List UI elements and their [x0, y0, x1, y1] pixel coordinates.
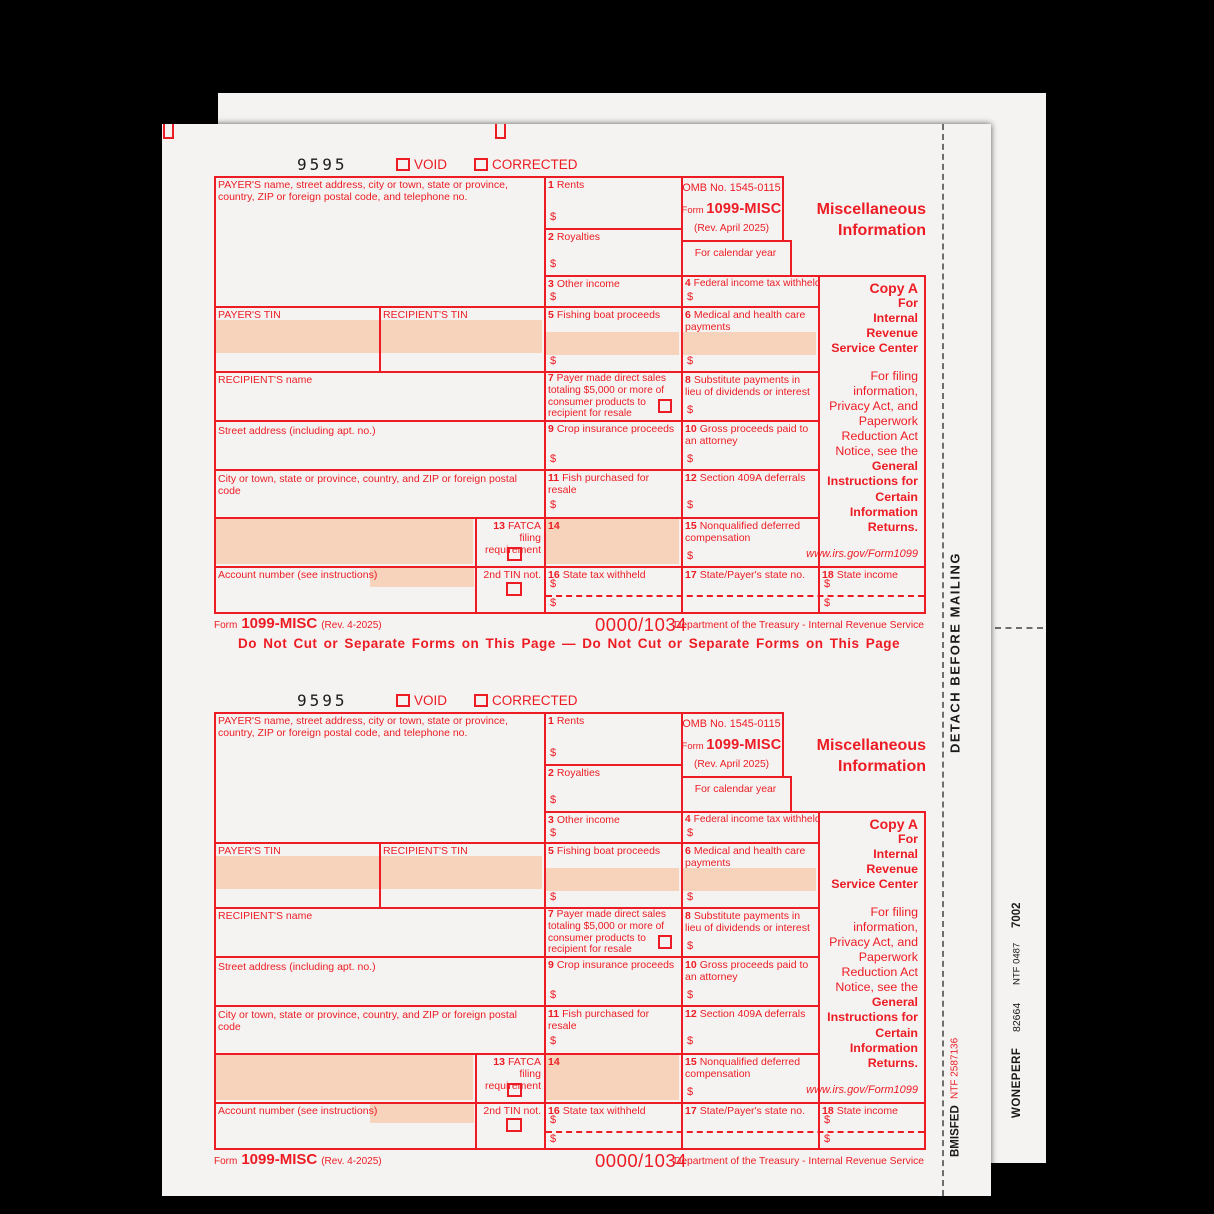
box-label-text: Medical and health care payments [685, 309, 806, 334]
box-11-label [548, 472, 677, 496]
dollar-sign: $ [824, 578, 831, 590]
dollar-sign: $ [550, 258, 557, 270]
box-17-label [685, 569, 816, 581]
account-number-label: Account number (see instructions) [218, 569, 378, 581]
box-label-text: Fishing boat proceeds [556, 845, 661, 857]
grid-line [214, 956, 820, 958]
box-number: 3 [548, 814, 554, 826]
form-title-line1: Miscellaneous [816, 201, 926, 218]
box-4-label [685, 278, 822, 290]
form-number: 1099-MISC [706, 737, 782, 753]
box6-entry-field[interactable] [683, 332, 816, 355]
copy-a-column [806, 277, 921, 564]
void-checkbox[interactable] [396, 694, 410, 707]
box-number: 3 [548, 278, 554, 290]
footer-form-word: Form [214, 620, 238, 631]
copy-dest-line2: Service Center [831, 340, 918, 355]
city-state-zip-label: City or town, state or province, country, and ZIP or foreign postal code [218, 1009, 518, 1034]
box-number: 9 [548, 423, 554, 435]
box-18-label [822, 569, 922, 581]
do-not-cut-warning: Do Not Cut or Separate Forms on This Page — Do Not Cut or Separate Forms on This Page [237, 636, 901, 651]
dollar-sign: $ [550, 794, 557, 806]
box-label-text: State income [836, 569, 898, 581]
irs-url: www.irs.gov/Form1099 [806, 1084, 918, 1096]
copy-for-label: For [898, 832, 918, 846]
box-label-text: Fish purchased for resale [548, 472, 650, 497]
form-code: 9595 [297, 691, 348, 710]
form-header [214, 155, 924, 176]
grid-line [924, 811, 926, 1150]
form-word: Form [681, 205, 704, 216]
box-label-text: Crop insurance proceeds [556, 423, 675, 435]
box-label-text: Other income [556, 814, 620, 826]
grid-line [544, 228, 683, 230]
box-number: 12 [685, 472, 697, 484]
state-entry-divider-line [546, 595, 924, 597]
box-number: 5 [548, 845, 554, 857]
box-14-label [548, 1056, 677, 1068]
grid-line [214, 1005, 820, 1007]
box-2-label [548, 231, 677, 243]
form-title [774, 736, 926, 778]
back-sheet-perforation-mark [995, 627, 1043, 629]
void-label: VOID [414, 157, 448, 172]
box-label-text: Other income [556, 278, 620, 290]
dollar-sign: $ [687, 499, 694, 511]
filing-notice [820, 905, 918, 1071]
dollar-sign: $ [824, 597, 831, 609]
form-grid [214, 176, 924, 612]
dollar-sign: $ [550, 1035, 557, 1047]
box-1-label [548, 179, 677, 191]
copy-dest-line1: Internal Revenue [866, 846, 918, 876]
box-3-label [548, 814, 677, 826]
payer-tin-label: PAYER'S TIN [218, 309, 281, 321]
form-title [774, 200, 926, 242]
grid-line [214, 712, 216, 1150]
footer-form-id [214, 1151, 382, 1168]
form-grid [214, 712, 924, 1148]
box-14-label [548, 520, 677, 532]
city-state-zip-label: City or town, state or province, country, and ZIP or foreign postal code [218, 473, 518, 498]
filing-notice-bold: General Instructions for Certain Information Returns. [827, 995, 918, 1070]
box-5-label [548, 309, 677, 321]
box-7-label [548, 909, 675, 956]
shaded-reserved-field[interactable] [216, 519, 473, 564]
dollar-sign: $ [550, 827, 557, 839]
box-label-text: Payer made direct sales totaling $5,000 or more of consumer products to recipient for resale [548, 909, 666, 956]
detach-before-mailing-label: DETACH BEFORE MAILING [947, 552, 963, 753]
box-number: 10 [685, 423, 697, 435]
dollar-sign: $ [550, 597, 557, 609]
box-label-text: Fishing boat proceeds [556, 309, 661, 321]
box-11-label [548, 1008, 677, 1032]
footer-revision: (Rev. 4-2025) [321, 620, 382, 631]
footer-revision: (Rev. 4-2025) [321, 1156, 382, 1167]
grid-line [214, 1053, 820, 1055]
box-12-label [685, 472, 814, 484]
box-label-text: Rents [556, 179, 585, 191]
street-address-label: Street address (including apt. no.) [218, 425, 376, 437]
box-label-text: Gross proceeds paid to an attorney [685, 423, 809, 448]
box-16-label [548, 569, 677, 581]
box-number: 7 [548, 373, 554, 384]
payer-tin-label: PAYER'S TIN [218, 845, 281, 857]
box-number: 16 [548, 1105, 560, 1117]
footer-department: Department of the Treasury - Internal Revenue Service [673, 620, 924, 631]
box-label-text: Section 409A deferrals [699, 472, 806, 484]
calendar-year-box: For calendar year [694, 248, 777, 259]
box-15-label [685, 520, 812, 544]
box-18-label [822, 1105, 922, 1117]
dollar-sign: $ [550, 578, 557, 590]
form-title-line2: Information [838, 221, 926, 239]
dollar-sign: $ [550, 211, 557, 223]
box5-entry-field[interactable] [546, 332, 679, 355]
recipient-tin-label: RECIPIENT'S TIN [383, 845, 468, 857]
box-number: 2 [548, 231, 554, 243]
box-15-label [685, 1056, 812, 1080]
street-address-label: Street address (including apt. no.) [218, 961, 376, 973]
grid-line [214, 306, 820, 308]
box-17-label [685, 1105, 816, 1117]
box-number: 15 [685, 1056, 697, 1068]
omb-block [681, 712, 782, 770]
irs-url: www.irs.gov/Form1099 [806, 548, 918, 560]
box-label-text: Fish purchased for resale [548, 1008, 650, 1033]
cut-registration-mark [163, 124, 174, 139]
fatca-checkbox[interactable] [507, 547, 522, 561]
footer-department: Department of the Treasury - Internal Revenue Service [673, 1156, 924, 1167]
revision-date: (Rev. April 2025) [693, 759, 770, 770]
grid-line [214, 517, 820, 519]
form-footer [214, 1150, 924, 1170]
grid-line [379, 842, 381, 909]
box-label-text: Section 409A deferrals [699, 1008, 806, 1020]
recipient-name-label: RECIPIENT'S name [218, 374, 313, 386]
box-number: 13 [493, 520, 505, 532]
omb-number: OMB No. 1545-0115 [682, 718, 781, 730]
dollar-sign: $ [550, 1114, 557, 1126]
form-number: 1099-MISC [706, 201, 782, 217]
grid-line [214, 907, 820, 909]
box-number: 4 [685, 814, 691, 825]
grid-line [214, 842, 820, 844]
box-4-label [685, 814, 822, 826]
grid-line [214, 469, 820, 471]
dollar-sign: $ [550, 1133, 557, 1145]
back-strip-ntf-code: NTF 0487 [1011, 942, 1023, 985]
filing-notice [820, 369, 918, 535]
form-footer [214, 614, 924, 634]
copy-a-column [806, 813, 921, 1100]
calendar-year-box: For calendar year [694, 784, 777, 795]
box-12-label [685, 1008, 814, 1020]
form-word: Form [681, 741, 704, 752]
grid-line [214, 420, 820, 422]
box-16-label [548, 1105, 677, 1117]
grid-line [544, 712, 546, 1150]
account-number-label: Account number (see instructions) [218, 1105, 378, 1117]
box6-entry-field[interactable] [683, 868, 816, 891]
box-number: 17 [685, 569, 697, 581]
form-copy-2 [214, 691, 924, 1171]
box-9-label [548, 423, 677, 435]
corrected-checkbox[interactable] [474, 694, 488, 707]
footer-form-number: 1099-MISC [241, 615, 318, 632]
box-number: 18 [822, 1105, 834, 1117]
box-label-text: Federal income tax withheld [693, 814, 821, 825]
front-strip-ntf-imprint: NTF 2587136 [949, 1037, 961, 1099]
box-1-label [548, 715, 677, 727]
copy-dest-line1: Internal Revenue [866, 310, 918, 340]
box-label-text: Gross proceeds paid to an attorney [685, 959, 809, 984]
box-number: 1 [548, 715, 554, 727]
back-strip-stock-number: 82664 [1011, 1002, 1023, 1032]
omb-block [681, 176, 782, 234]
fatca-checkbox[interactable] [507, 1083, 522, 1097]
box-number: 8 [685, 910, 691, 922]
dollar-sign: $ [687, 355, 694, 367]
box-number: 16 [548, 569, 560, 581]
dollar-sign: $ [550, 291, 557, 303]
second-tin-label: 2nd TIN not. [483, 569, 541, 581]
box-label-text: State/Payer's state no. [699, 1105, 806, 1117]
footer-catalog-code: 0000/1034 [595, 614, 687, 635]
box-7-label [548, 373, 675, 420]
box-label-text: Medical and health care payments [685, 845, 806, 870]
corrected-label: CORRECTED [492, 693, 578, 708]
box-number: 13 [493, 1056, 505, 1068]
grid-line [790, 240, 792, 277]
payer-info-label: PAYER'S name, street address, city or town, state or province, country, ZIP or foreign postal code, and telephone no. [218, 715, 508, 740]
grid-line [214, 176, 216, 614]
form-number-line [681, 201, 782, 217]
grid-line [379, 306, 381, 373]
grid-line [214, 371, 820, 373]
copy-dest-line2: Service Center [831, 876, 918, 891]
box-label-text: Rents [556, 715, 585, 727]
dollar-sign: $ [687, 291, 694, 303]
copy-for-label: For [898, 296, 918, 310]
filing-notice-text: For filing information, Privacy Act, and Paperwork Reduction Act Notice, see the [829, 904, 918, 995]
cut-registration-mark [495, 124, 506, 139]
dollar-sign: $ [687, 940, 694, 952]
form-header [214, 691, 924, 712]
front-strip-bmisfed-imprint: BMISFED [949, 1105, 962, 1157]
box-label-text: State tax withheld [562, 1105, 646, 1117]
box5-entry-field[interactable] [546, 868, 679, 891]
box-label-text: Payer made direct sales totaling $5,000 or more of consumer products to recipient for resale [548, 373, 666, 420]
box-number: 10 [685, 959, 697, 971]
box-9-label [548, 959, 677, 971]
dollar-sign: $ [550, 355, 557, 367]
box-number: 5 [548, 309, 554, 321]
dollar-sign: $ [824, 1133, 831, 1145]
second-tin-checkbox[interactable] [506, 1118, 522, 1132]
box-label-text: Substitute payments in lieu of dividends or interest [685, 910, 810, 935]
dollar-sign: $ [550, 747, 557, 759]
box-label-text: Nonqualified deferred compensation [685, 520, 801, 545]
box-10-label [685, 423, 812, 447]
form-code: 9595 [297, 155, 348, 174]
box-number: 14 [548, 1056, 560, 1068]
box-number: 12 [685, 1008, 697, 1020]
dollar-sign: $ [687, 827, 694, 839]
copy-a-label: Copy A [869, 280, 918, 296]
front-sheet [162, 124, 991, 1196]
grid-line [790, 776, 792, 813]
void-label: VOID [414, 693, 448, 708]
shaded-reserved-field[interactable] [216, 1055, 473, 1100]
grid-line [924, 275, 926, 614]
form-title-line2: Information [838, 757, 926, 775]
box-label-text: Royalties [556, 231, 601, 243]
box-2-label [548, 767, 677, 779]
box-number: 11 [548, 472, 560, 484]
corrected-checkbox[interactable] [474, 158, 488, 171]
box-number: 9 [548, 959, 554, 971]
footer-form-word: Form [214, 1156, 238, 1167]
grid-line [544, 764, 683, 766]
dollar-sign: $ [550, 499, 557, 511]
revision-date: (Rev. April 2025) [693, 223, 770, 234]
box-number: 8 [685, 374, 691, 386]
box-number: 14 [548, 520, 560, 532]
dollar-sign: $ [550, 989, 557, 1001]
dollar-sign: $ [687, 453, 694, 465]
grid-line [544, 176, 546, 614]
footer-form-number: 1099-MISC [241, 1151, 318, 1168]
box-label-text: State tax withheld [562, 569, 646, 581]
direct-sales-checkbox[interactable] [658, 935, 672, 949]
form-number-line [681, 737, 782, 753]
box-number: 6 [685, 309, 691, 321]
back-strip-top-code: 7002 [1011, 902, 1023, 928]
box-number: 2 [548, 767, 554, 779]
box-number: 18 [822, 569, 834, 581]
box-number: 4 [685, 278, 691, 289]
box-5-label [548, 845, 677, 857]
box-number: 7 [548, 909, 554, 920]
void-checkbox[interactable] [396, 158, 410, 171]
box-number: 1 [548, 179, 554, 191]
box-label-text: Royalties [556, 767, 601, 779]
filing-notice-text: For filing information, Privacy Act, and Paperwork Reduction Act Notice, see the [829, 368, 918, 459]
box-number: 15 [685, 520, 697, 532]
dollar-sign: $ [550, 891, 557, 903]
box-label-text: Substitute payments in lieu of dividends or interest [685, 374, 810, 399]
copy-a-label: Copy A [869, 816, 918, 832]
box-8-label [685, 910, 816, 934]
filing-notice-bold: General Instructions for Certain Information Returns. [827, 459, 918, 534]
box-label-text: State/Payer's state no. [699, 569, 806, 581]
footer-form-id [214, 615, 382, 632]
box-number: 11 [548, 1008, 560, 1020]
box-6-label [685, 309, 810, 333]
box-10-label [685, 959, 812, 983]
box-8-label [685, 374, 816, 398]
box-label-text: State income [836, 1105, 898, 1117]
dollar-sign: $ [687, 989, 694, 1001]
dollar-sign: $ [824, 1114, 831, 1126]
dollar-sign: $ [687, 1086, 694, 1098]
box-3-label [548, 278, 677, 290]
box-label-text: Federal income tax withheld [693, 278, 821, 289]
box-number: 17 [685, 1105, 697, 1117]
back-strip-product-name: WONEPERF [1011, 1047, 1023, 1118]
box-label-text: Nonqualified deferred compensation [685, 1056, 801, 1081]
form-copy-1 [214, 155, 924, 635]
dollar-sign: $ [687, 550, 694, 562]
second-tin-checkbox[interactable] [506, 582, 522, 596]
dollar-sign: $ [687, 1035, 694, 1047]
corrected-label: CORRECTED [492, 157, 578, 172]
omb-number: OMB No. 1545-0115 [682, 182, 781, 194]
box-6-label [685, 845, 810, 869]
box-number: 6 [685, 845, 691, 857]
state-entry-divider-line [546, 1131, 924, 1133]
box-label-text: FATCA filing requirement [484, 520, 541, 557]
dollar-sign: $ [687, 404, 694, 416]
second-tin-label: 2nd TIN not. [483, 1105, 541, 1117]
box-label-text: FATCA filing requirement [484, 1056, 541, 1093]
dollar-sign: $ [687, 891, 694, 903]
recipient-name-label: RECIPIENT'S name [218, 910, 313, 922]
box-label-text: Crop insurance proceeds [556, 959, 675, 971]
dollar-sign: $ [550, 453, 557, 465]
direct-sales-checkbox[interactable] [658, 399, 672, 413]
payer-info-label: PAYER'S name, street address, city or town, state or province, country, ZIP or foreign postal code, and telephone no. [218, 179, 508, 204]
footer-catalog-code: 0000/1034 [595, 1150, 687, 1171]
recipient-tin-label: RECIPIENT'S TIN [383, 309, 468, 321]
form-title-line1: Miscellaneous [816, 737, 926, 754]
